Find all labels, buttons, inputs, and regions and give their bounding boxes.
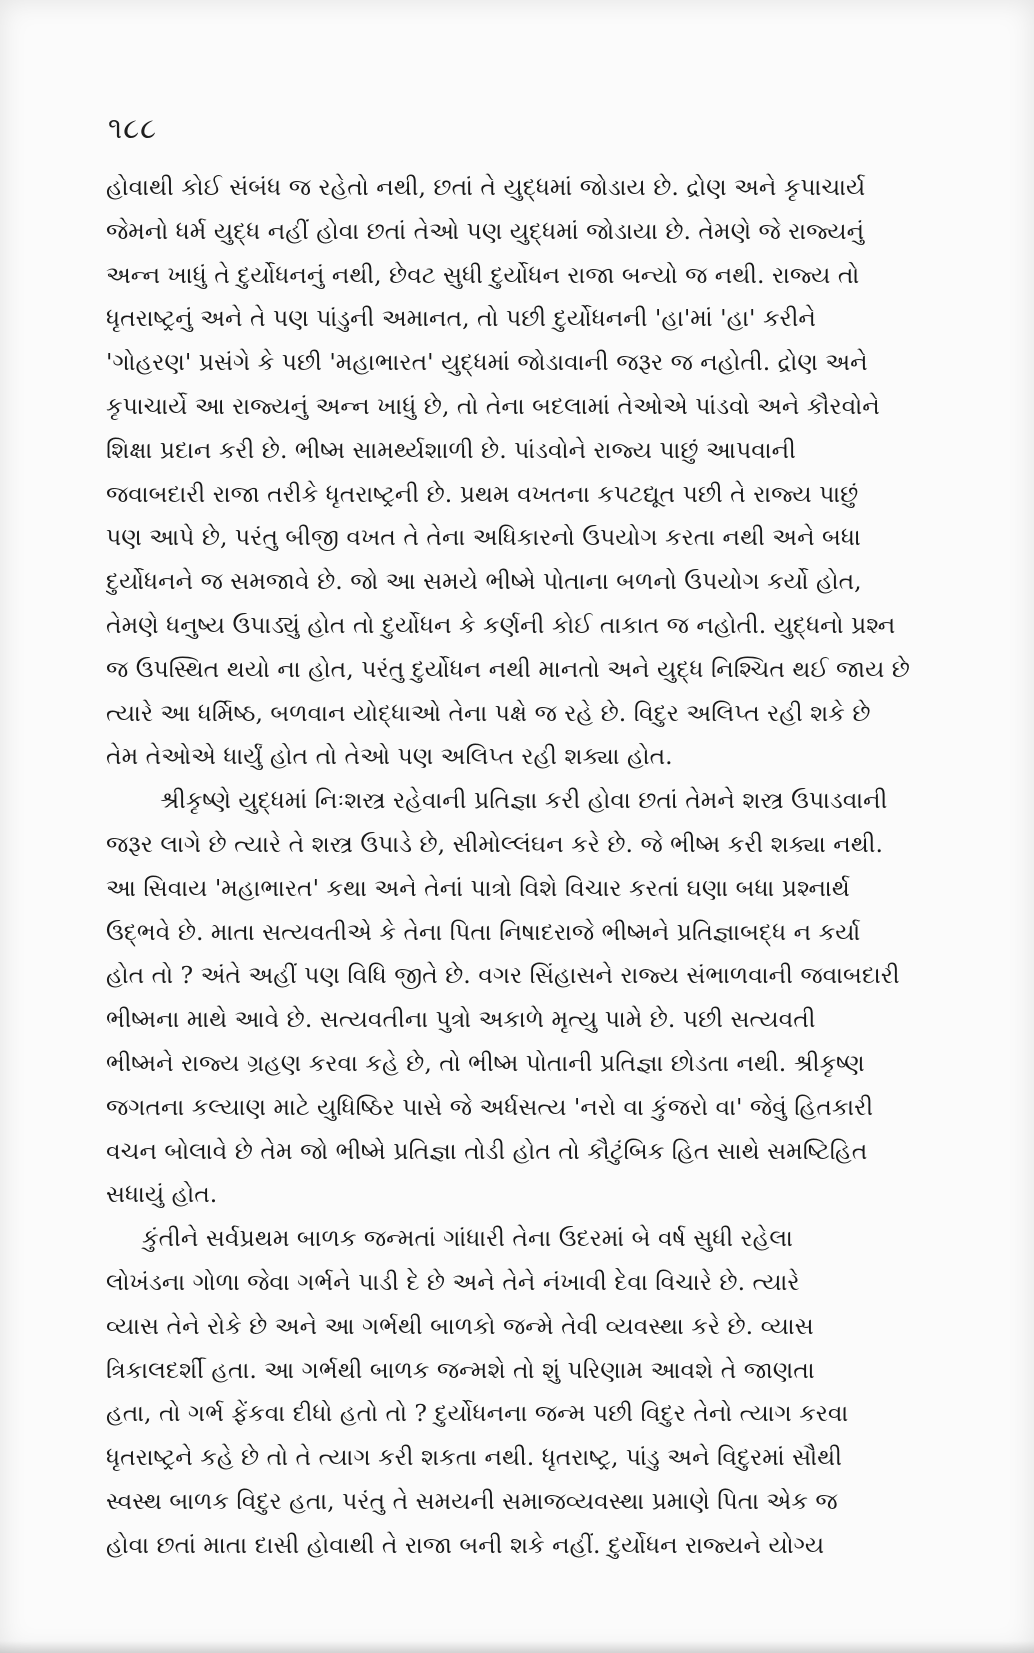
- text-line: જવાબદારી રાજા તરીકે ધૃતરાષ્ટ્રની છે. પ્રથમ વખતના કપટદ્યૂત પછી તે રાજ્ય પાછું: [106, 479, 859, 508]
- text-line: કુંતીને સર્વપ્રથમ બાળક જન્મતાં ગાંધારી તેના ઉદરમાં બે વર્ષ સુધી રહેલા: [142, 1224, 793, 1253]
- text-line: ઉદ્ભવે છે. માતા સત્યવતીએ કે તેના પિતા નિષાદરાજે ભીષ્મને પ્રતિજ્ઞાબદ્ધ ન કર્યા: [106, 917, 861, 946]
- text-line: વચન બોલાવે છે તેમ જો ભીષ્મે પ્રતિજ્ઞા તોડી હોત તો કૌટુંબિક હિત સાથે સમષ્ટિહિત: [106, 1136, 868, 1165]
- page-number: ૧૮૮: [108, 111, 158, 145]
- text-line: જગતના કલ્યાણ માટે યુધિષ્ઠિર પાસે જે અર્ધસત્ય 'નરો વા કુંજરો વા' જેવું હિતકારી: [106, 1092, 874, 1121]
- text-line: તેમ તેઓએ ધાર્યું હોત તો તેઓ પણ અલિપ્ત રહી શક્યા હોત.: [106, 742, 673, 771]
- text-line: કૃપાચાર્યે આ રાજ્યનું અન્ન ખાધું છે, તો તેના બદલામાં તેઓએ પાંડવો અને કૌરવોને: [106, 391, 880, 420]
- text-line: ધૃતરાષ્ટ્રને કહે છે તો તે ત્યાગ કરી શકતા નથી. ધૃતરાષ્ટ્ર, પાંડુ અને વિદુરમાં સૌથી: [106, 1443, 842, 1472]
- text-line: વ્યાસ તેને રોકે છે અને આ ગર્ભથી બાળકો જન્મે તેવી વ્યવસ્થા કરે છે. વ્યાસ: [106, 1311, 814, 1340]
- text-line: ભીષ્મના માથે આવે છે. સત્યવતીના પુત્રો અકાળે મૃત્યુ પામે છે. પછી સત્યવતી: [106, 1005, 816, 1034]
- text-line: ત્રિકાલદર્શી હતા. આ ગર્ભથી બાળક જન્મશે તો શું પરિણામ આવશે તે જાણતા: [106, 1355, 815, 1384]
- text-line: હોત તો ? અંતે અહીં પણ વિધિ જીતે છે. વગર સિંહાસને રાજ્ય સંભાળવાની જવાબદારી: [106, 961, 900, 990]
- text-line: લોખંડના ગોળા જેવા ગર્ભને પાડી દે છે અને તેને નંખાવી દેવા વિચારે છે. ત્યારે: [106, 1267, 800, 1296]
- paragraph-3: [106, 1217, 958, 1567]
- text-line: સધાયું હોત.: [106, 1180, 218, 1209]
- text-line: તેમણે ધનુષ્ય ઉપાડ્યું હોત તો દુર્યોધન કે કર્ણની કોઈ તાકાત જ નહોતી. યુદ્ધનો પ્રશ્ન: [106, 610, 896, 639]
- text-line: સ્વસ્થ બાળક વિદુર હતા, પરંતુ તે સમયની સમાજવ્યવસ્થા પ્રમાણે પિતા એક જ: [106, 1486, 838, 1515]
- text-line: શ્રીકૃષ્ણે યુદ્ધમાં નિઃશસ્ત્ર રહેવાની પ્રતિજ્ઞા કરી હોવા છતાં તેમને શસ્ત્ર ઉપાડવાની: [160, 786, 888, 815]
- page-text: [106, 166, 958, 1568]
- text-line: શિક્ષા પ્રદાન કરી છે. ભીષ્મ સામર્થ્યશાળી છે. પાંડવોને રાજ્ય પાછું આપવાની: [106, 435, 796, 464]
- text-line: જ ઉપસ્થિત થયો ના હોત, પરંતુ દુર્યોધન નથી માનતો અને યુદ્ધ નિશ્ચિત થઈ જાય છે: [106, 654, 910, 683]
- text-line: જરૂર લાગે છે ત્યારે તે શસ્ત્ર ઉપાડે છે, સીમોલ્લંઘન કરે છે. જે ભીષ્મ કરી શક્યા નથી.: [106, 829, 883, 858]
- text-line: દુર્યોધનને જ સમજાવે છે. જો આ સમયે ભીષ્મે પોતાના બળનો ઉપયોગ કર્યો હોત,: [106, 567, 862, 596]
- paragraph-2: [106, 779, 958, 1217]
- paragraph-1: [106, 166, 958, 779]
- text-line: ત્યારે આ ધર્મિષ્ઠ, બળવાન યોદ્ધાઓ તેના પક્ષે જ રહે છે. વિદુર અલિપ્ત રહી શકે છે: [106, 698, 871, 727]
- text-line: 'ગોહરણ' પ્રસંગે કે પછી 'મહાભારત' યુદ્ધમાં જોડાવાની જરૂર જ નહોતી. દ્રોણ અને: [106, 348, 868, 377]
- text-line: હતા, તો ગર્ભ ફેંકવા દીધો હતો તો ? દુર્યોધનના જન્મ પછી વિદુર તેનો ત્યાગ કરવા: [106, 1399, 849, 1428]
- text-line: આ સિવાય 'મહાભારત' કથા અને તેનાં પાત્રો વિશે વિચાર કરતાં ઘણા બધા પ્રશ્નાર્થ: [106, 873, 850, 902]
- page-bottom-shadow: [0, 1641, 1034, 1653]
- text-line: પણ આપે છે, પરંતુ બીજી વખત તે તેના અધિકારનો ઉપયોગ કરતા નથી અને બધા: [106, 523, 861, 552]
- text-line: હોવાથી કોઈ સંબંધ જ રહેતો નથી, છતાં તે યુદ્ધમાં જોડાય છે. દ્રોણ અને કૃપાચાર્ય: [106, 173, 866, 201]
- text-line: હોવા છતાં માતા દાસી હોવાથી તે રાજા બની શકે નહીં. દુર્યોધન રાજ્યને યોગ્ય: [106, 1530, 825, 1559]
- text-line: ભીષ્મને રાજ્ય ગ્રહણ કરવા કહે છે, તો ભીષ્મ પોતાની પ્રતિજ્ઞા છોડતા નથી. શ્રીકૃષ્ણ: [106, 1048, 865, 1077]
- text-line: જેમનો ધર્મ યુદ્ધ નહીં હોવા છતાં તેઓ પણ યુદ્ધમાં જોડાયા છે. તેમણે જે રાજ્યનું: [106, 216, 865, 245]
- text-line: ધૃતરાષ્ટ્રનું અને તે પણ પાંડુની અમાનત, તો પછી દુર્યોધનની 'હા'માં 'હા' કરીને: [106, 304, 816, 333]
- text-line: અન્ન ખાધું તે દુર્યોધનનું નથી, છેવટ સુધી દુર્યોધન રાજા બન્યો જ નથી. રાજ્ય તો: [106, 260, 860, 289]
